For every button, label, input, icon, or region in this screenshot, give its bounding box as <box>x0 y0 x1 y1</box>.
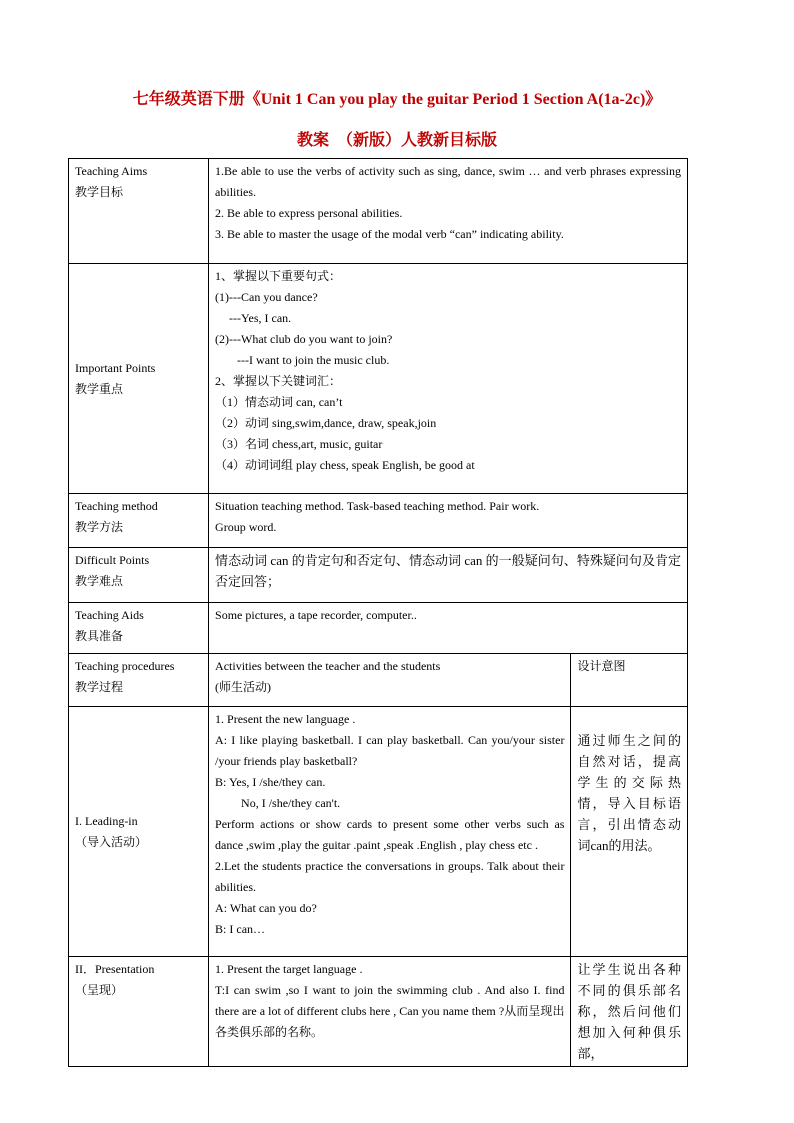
label-cell <box>69 264 209 494</box>
row-teaching-method <box>69 494 688 548</box>
row-presentation <box>69 957 688 1067</box>
activity-line: A: I like playing basketball. I can play basketball. Can you/your sister /your friends play basketball? <box>215 733 565 768</box>
point-line: (2)---What club do you want to join? <box>215 332 393 346</box>
label-zh: 教学目标 <box>75 185 124 199</box>
design-cell <box>571 957 688 1067</box>
design-header-cell <box>571 654 688 707</box>
label-cell <box>69 494 209 548</box>
label-en: Teaching Aims <box>75 164 148 178</box>
label-zh: 教具准备 <box>75 629 124 643</box>
row-teaching-procedures <box>69 654 688 707</box>
point-line: 2、掌握以下关键词汇： <box>215 374 342 388</box>
label-zh: 教学过程 <box>75 680 124 694</box>
label-cell <box>69 603 209 654</box>
activities-header-zh: (师生活动) <box>215 680 272 694</box>
activity-line: 2.Let the students practice the conversations in groups. Talk about their abilities. <box>215 859 565 894</box>
lesson-plan-table <box>68 158 688 1067</box>
activity-line: T:I can swim ,so I want to join the swimming club . And also I. find there are a lot of different clubs here , Can you name them ?从而呈现出各类俱乐部的名称。 <box>215 983 565 1039</box>
activity-line: Perform actions or show cards to present some other verbs such as dance ,swim ,play the guitar .paint ,speak .English , play chess etc . <box>215 817 565 852</box>
aids-text: Some pictures, a tape recorder, computer.. <box>215 608 417 622</box>
row-important-points <box>69 264 688 494</box>
activity-line: B: Yes, I /she/they can. <box>215 775 326 789</box>
row-difficult-points <box>69 548 688 603</box>
content-cell <box>209 494 688 548</box>
design-cell <box>571 707 688 957</box>
activity-line: No, I /she/they can't. <box>241 796 341 810</box>
content-cell <box>209 159 688 264</box>
row-teaching-aims <box>69 159 688 264</box>
point-line: （3）名词 chess,art, music, guitar <box>215 437 383 451</box>
content-cell <box>209 603 688 654</box>
row-teaching-aids <box>69 603 688 654</box>
label-zh: 教学重点 <box>75 381 124 396</box>
row-leading-in <box>69 707 688 957</box>
label-cell <box>69 548 209 603</box>
label-en: I. Leading-in <box>75 813 138 828</box>
label-zh: 教学难点 <box>75 574 124 588</box>
label-en: Important Points <box>75 360 156 375</box>
label-en: II．Presentation <box>75 962 155 976</box>
label-cell <box>69 159 209 264</box>
design-text: 让学生说出各种不同的俱乐部名称，然后问他们想加入何种俱乐部， <box>577 962 681 1061</box>
activities-header-cell <box>209 654 571 707</box>
label-zh: （呈现） <box>75 983 124 997</box>
label-cell <box>69 957 209 1067</box>
label-zh: （导入活动） <box>75 834 148 849</box>
label-cell <box>69 654 209 707</box>
design-text: 通过师生之间的自然对话，提高学生的交际热情，导入目标语言，引出情态动词can的用法。 <box>577 733 681 853</box>
difficult-text: 情态动词 can 的肯定句和否定句、情态动词 can 的一般疑问句、特殊疑问句及肯定否定回答； <box>215 553 681 589</box>
label-zh: 教学方法 <box>75 520 124 534</box>
label-cell <box>69 707 209 957</box>
activity-line: B: I can… <box>215 922 266 936</box>
design-header: 设计意图 <box>577 659 626 673</box>
label-en: Teaching procedures <box>75 659 175 673</box>
aim-line: 1.Be able to use the verbs of activity such as sing, dance, swim … and verb phrases expressing abilities. <box>215 164 681 199</box>
aim-line: 3. Be able to master the usage of the modal verb “can” indicating ability. <box>215 227 564 241</box>
point-line: 1、掌握以下重要句式： <box>215 269 342 283</box>
document-title-line-2: 教案 （新版）人教新目标版 <box>296 132 497 149</box>
label-en: Difficult Points <box>75 553 150 567</box>
activities-header: Activities between the teacher and the students <box>215 659 441 673</box>
activities-cell <box>209 707 571 957</box>
activity-line: 1. Present the new language . <box>215 712 356 726</box>
point-line: ---Yes, I can. <box>229 311 292 325</box>
label-en: Teaching Aids <box>75 608 144 622</box>
content-cell <box>209 548 688 603</box>
method-line: Group word. <box>215 520 277 534</box>
point-line: （1）情态动词 can, can’t <box>215 395 343 409</box>
activity-line: 1. Present the target language . <box>215 962 363 976</box>
activities-cell <box>209 957 571 1067</box>
activity-line: A: What can you do? <box>215 901 317 915</box>
point-line: （2）动词 sing,swim,dance, draw, speak,join <box>215 416 437 430</box>
content-cell <box>209 264 688 494</box>
label-en: Teaching method <box>75 499 158 513</box>
document-title-line-1: 七年级英语下册《Unit 1 Can you play the guitar Period 1 Section A(1a-2c)》 <box>132 91 662 108</box>
point-line: ---I want to join the music club. <box>237 353 390 367</box>
method-line: Situation teaching method. Task-based teaching method. Pair work. <box>215 499 540 513</box>
point-line: (1)---Can you dance? <box>215 290 318 304</box>
point-line: （4）动词词组 play chess, speak English, be good at <box>215 458 475 472</box>
aim-line: 2. Be able to express personal abilities. <box>215 206 403 220</box>
